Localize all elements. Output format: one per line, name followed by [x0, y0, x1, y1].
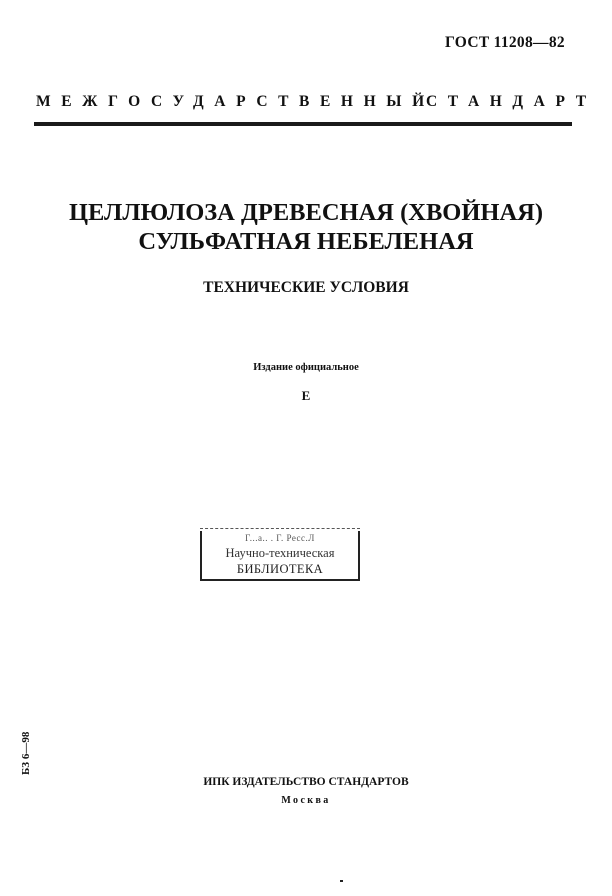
interstate-standard-heading — [0, 93, 612, 115]
interstate-word: МЕЖГОСУДАРСТВЕННЫЙ — [36, 93, 435, 110]
title-line-1: ЦЕЛЛЮЛОЗА ДРЕВЕСНАЯ (ХВОЙНАЯ) — [68, 199, 544, 226]
document-title — [0, 198, 612, 256]
header-rule — [34, 122, 572, 126]
publisher-city: Москва — [281, 795, 331, 806]
publisher-name: ИПК ИЗДАТЕЛЬСТВО СТАНДАРТОВ — [203, 776, 409, 788]
document-subtitle: ТЕХНИЧЕСКИЕ УСЛОВИЯ — [203, 279, 409, 296]
edition-letter: Е — [301, 388, 311, 403]
standard-code: ГОСТ 11208—82 — [445, 34, 565, 51]
edition-label: Издание официальное — [253, 362, 359, 373]
library-stamp — [200, 531, 360, 581]
stamp-line-2: Научно-техническая — [225, 546, 335, 560]
title-line-2: СУЛЬФАТНАЯ НЕБЕЛЕНАЯ — [138, 228, 474, 255]
stamp-top-border — [200, 528, 360, 530]
stamp-line-1: Г...а.. . Г. Ресс.Л — [245, 533, 315, 543]
catalog-mark: БЗ 6—98 — [20, 731, 32, 775]
standard-word: СТАНДАРТ — [426, 93, 597, 110]
print-speck — [340, 880, 343, 882]
stamp-line-3: БИБЛИОТЕКА — [236, 562, 324, 576]
